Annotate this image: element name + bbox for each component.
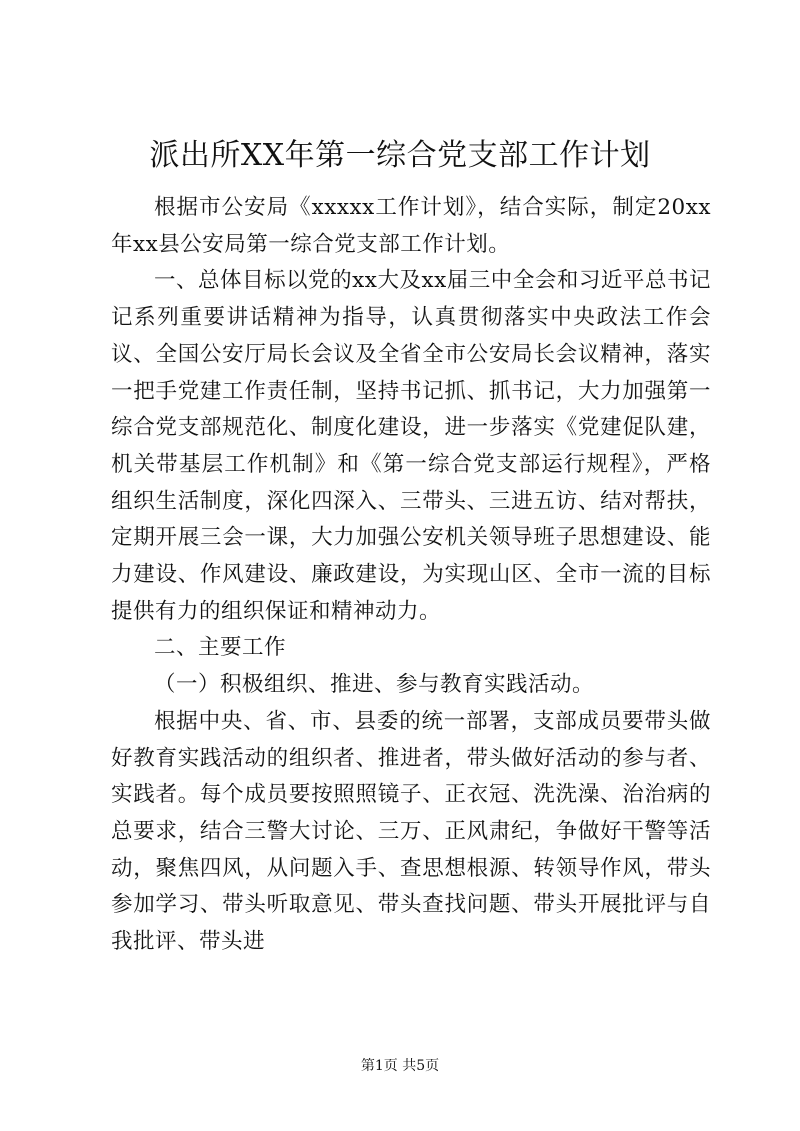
heading-main-work: 二、主要工作 <box>154 635 287 661</box>
paragraph-overall-goal: 一、总体目标以党的xx大及xx届三中全会和习近平总书记记系列重要讲话精神为指导，认真贯彻落实中央政法工作会议、全国公安厅局长会议及全省全市公安局长会议精神，落实一把手党建工作责任制，坚持书记抓、抓书记，大力加强第一综合党支部规范化、制度化建设，进一步落实《党建促队建，机关带基层工作机制》和《第一综合党支部运行规程》，严格组织生活制度，深化四深入、三带头、三进五访、结对帮扶，定期开展三会一课，大力加强公安机关领导班子思想建设、能力建设、作风建设、廉政建设，为实现山区、全市一流的目标提供有力的组织保证和精神动力。 <box>111 268 711 624</box>
document-title: 派出所XX年第一综合党支部工作计划 <box>149 138 651 173</box>
document-body <box>111 190 711 961</box>
heading-subsection-1: （一）积极组织、推进、参与教育实践活动。 <box>154 672 595 698</box>
page-footer: 第1页 共5页 <box>360 1058 440 1074</box>
paragraph-subsection-1-body: 根据中央、省、市、县委的统一部署，支部成员要带头做好教育实践活动的组织者、推进者，带头做好活动的参与者、实践者。每个成员要按照照镜子、正衣冠、洗洗澡、治治病的总要求，结合三警大讨论、三万、正风肃纪，争做好干警等活动，聚焦四风，从问题入手、查思想根源、转领导作风，带头参加学习、带头听取意见、带头查找问题、带头开展批评与自我批评、带头进 <box>111 708 711 955</box>
paragraph-intro: 根据市公安局《xxxxx工作计划》，结合实际，制定20xx年xx县公安局第一综合党支部工作计划。 <box>111 195 711 257</box>
